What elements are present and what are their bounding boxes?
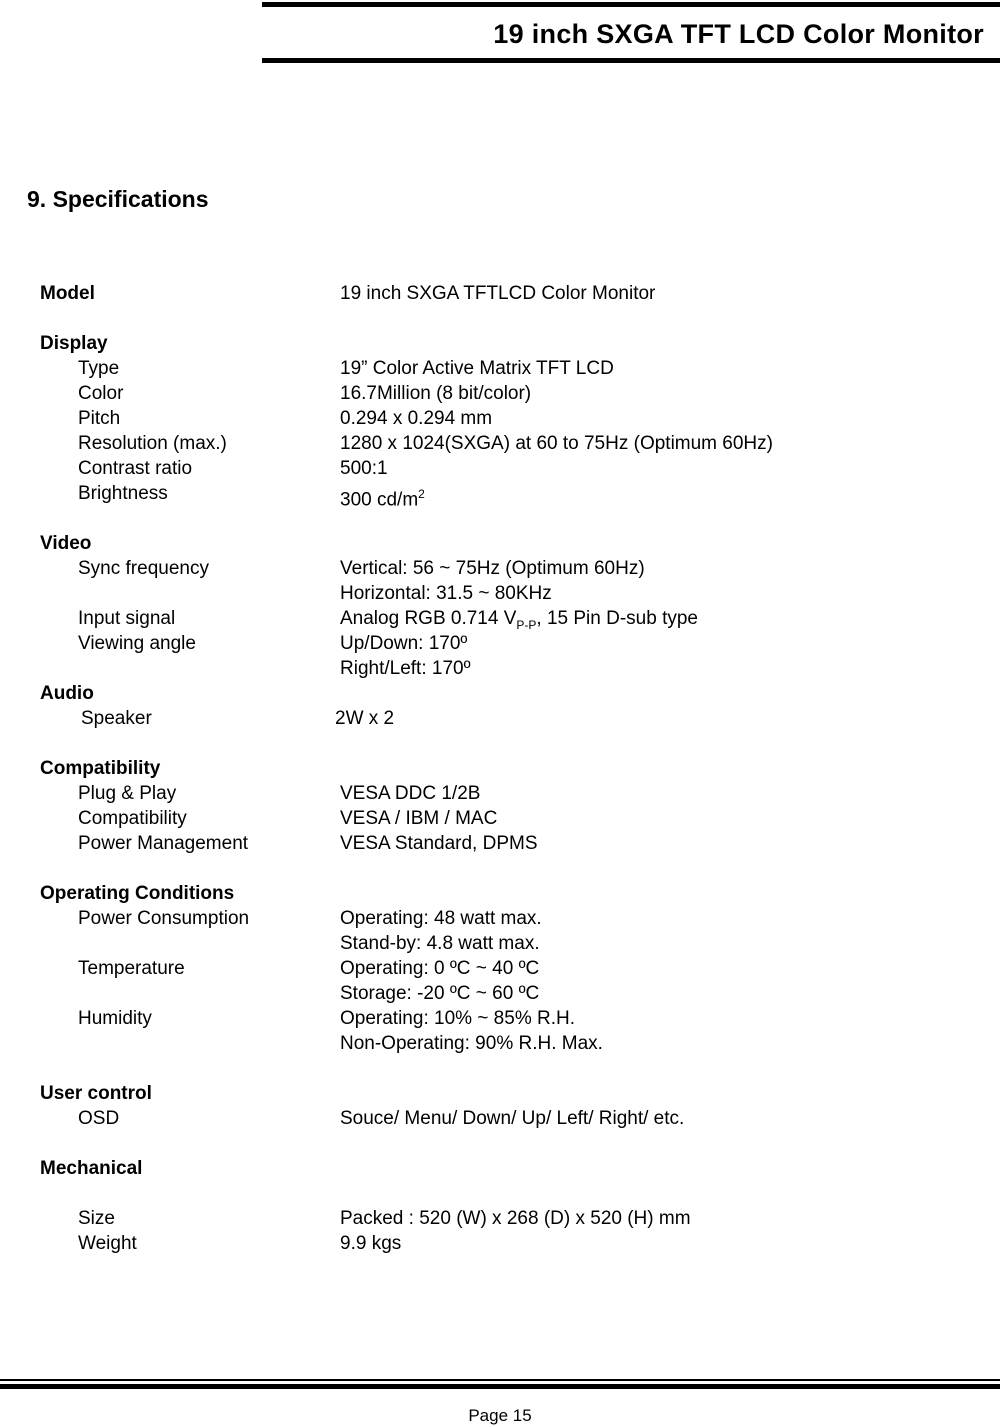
speaker-label: Speaker: [81, 708, 152, 729]
type-label: Type: [78, 358, 120, 379]
model-value: 19 inch SXGA TFTLCD Color Monitor: [340, 283, 656, 304]
header-top-rule: [262, 2, 1000, 7]
plug-label: Plug & Play: [78, 783, 177, 804]
humidity-nonoperating: Non-Operating: 90% R.H. Max.: [340, 1033, 603, 1054]
input-label: Input signal: [78, 608, 176, 629]
operating-heading: Operating Conditions: [40, 883, 235, 904]
input-prefix: Analog RGB 0.714 V: [340, 608, 517, 629]
plug-value: VESA DDC 1/2B: [340, 783, 481, 804]
model-label: Model: [40, 283, 95, 304]
weight-label: Weight: [78, 1233, 137, 1254]
input-value: [340, 608, 698, 636]
temperature-operating: Operating: 0 ºC ~ 40 ºC: [340, 958, 540, 979]
compat-label: Compatibility: [78, 808, 187, 829]
sync-label: Sync frequency: [78, 558, 209, 579]
input-sub: P-P: [516, 617, 537, 632]
color-value: 16.7Million (8 bit/color): [340, 383, 532, 404]
osd-value: Souce/ Menu/ Down/ Up/ Left/ Right/ etc.: [340, 1108, 685, 1129]
brightness-value: [340, 483, 425, 511]
consumption-label: Power Consumption: [78, 908, 250, 929]
footer-thick-rule: [0, 1384, 1000, 1389]
temperature-label: Temperature: [78, 958, 185, 979]
power-mgmt-value: VESA Standard, DPMS: [340, 833, 538, 854]
header-title: 19 inch SXGA TFT LCD Color Monitor: [493, 19, 984, 49]
brightness-sup: 2: [418, 487, 425, 501]
consumption-standby: Stand-by: 4.8 watt max.: [340, 933, 540, 954]
page-number: Page 15: [468, 1406, 532, 1425]
viewing-updown: Up/Down: 170º: [340, 633, 468, 654]
footer-thin-rule: [0, 1379, 1000, 1381]
user-control-heading: User control: [40, 1083, 152, 1104]
header-bottom-rule: [262, 58, 1000, 63]
display-heading: Display: [40, 333, 108, 354]
audio-heading: Audio: [40, 683, 94, 704]
size-value: Packed : 520 (W) x 268 (D) x 520 (H) mm: [340, 1208, 691, 1229]
weight-value: 9.9 kgs: [340, 1233, 402, 1254]
consumption-operating: Operating: 48 watt max.: [340, 908, 542, 929]
resolution-value: 1280 x 1024(SXGA) at 60 to 75Hz (Optimum 60Hz): [340, 433, 773, 454]
color-label: Color: [78, 383, 124, 404]
input-suffix: , 15 Pin D-sub type: [536, 608, 698, 629]
contrast-label: Contrast ratio: [78, 458, 193, 479]
viewing-rightleft: Right/Left: 170º: [340, 658, 471, 679]
humidity-operating: Operating: 10% ~ 85% R.H.: [340, 1008, 575, 1029]
temperature-storage: Storage: -20 ºC ~ 60 ºC: [340, 983, 540, 1004]
mechanical-heading: Mechanical: [40, 1158, 143, 1179]
resolution-label: Resolution (max.): [78, 433, 227, 454]
sync-horizontal: Horizontal: 31.5 ~ 80KHz: [340, 583, 552, 604]
humidity-label: Humidity: [78, 1008, 152, 1029]
osd-label: OSD: [78, 1108, 120, 1129]
section-title: 9. Specifications: [27, 186, 209, 212]
size-label: Size: [78, 1208, 115, 1229]
speaker-value: 2W x 2: [335, 708, 395, 729]
type-value: 19” Color Active Matrix TFT LCD: [340, 358, 614, 379]
sync-vertical: Vertical: 56 ~ 75Hz (Optimum 60Hz): [340, 558, 645, 579]
viewing-label: Viewing angle: [78, 633, 196, 654]
brightness-label: Brightness: [78, 483, 168, 504]
compatibility-heading: Compatibility: [40, 758, 161, 779]
brightness-value-text: 300 cd/m: [340, 489, 419, 511]
compat-value: VESA / IBM / MAC: [340, 808, 498, 829]
contrast-value: 500:1: [340, 458, 388, 479]
pitch-label: Pitch: [78, 408, 121, 429]
power-mgmt-label: Power Management: [78, 833, 249, 854]
video-heading: Video: [40, 533, 92, 554]
pitch-value: 0.294 x 0.294 mm: [340, 408, 493, 429]
